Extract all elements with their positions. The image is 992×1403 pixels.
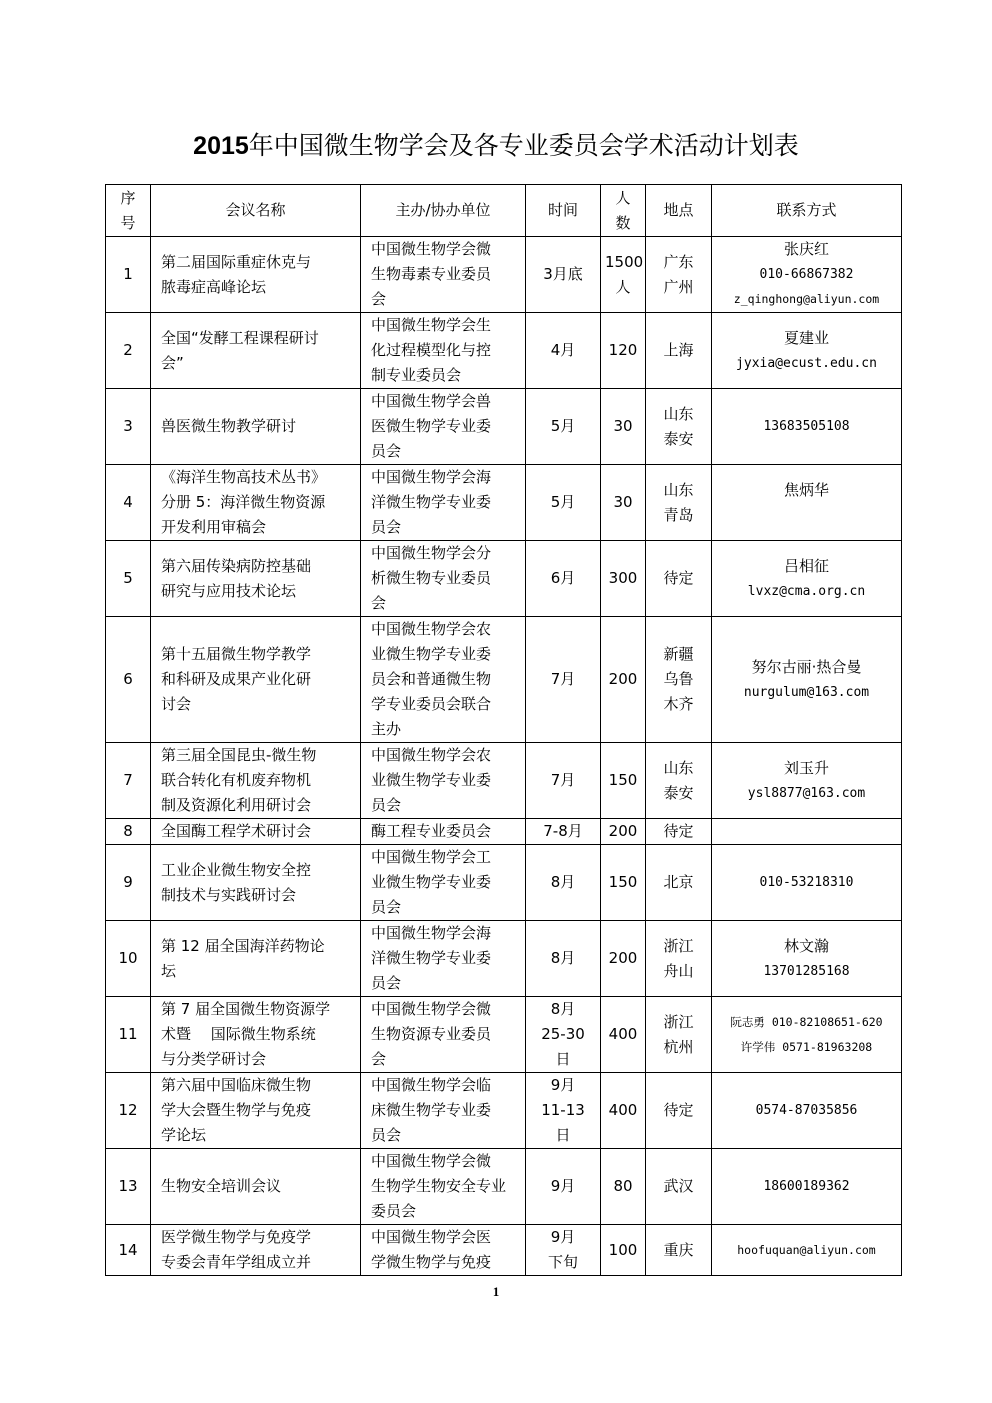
cell-people — [601, 237, 646, 313]
page-number: 1 — [492, 1284, 500, 1299]
cell-org-line: 洋微生物学专业委 — [371, 949, 492, 967]
cell-org-line: 析微生物专业委员 — [371, 569, 492, 587]
header-people: 人 数 — [601, 185, 646, 237]
cell-contact-line: jyxia@ecust.edu.cn — [736, 355, 877, 371]
cell-seq-line: 14 — [118, 1240, 138, 1259]
cell-org-line: 医微生物学专业委 — [371, 417, 492, 435]
cell-org-line: 中国微生物学会海 — [371, 924, 492, 942]
cell-place-line: 重庆 — [663, 1240, 694, 1259]
cell-org-line: 主办 — [371, 720, 402, 738]
cell-name-line: 医学微生物学与免疫学 — [161, 1228, 312, 1246]
cell-org-line: 酶工程专业委员会 — [371, 822, 492, 840]
cell-time-line: 9月 — [550, 1076, 576, 1094]
cell-people — [601, 921, 646, 997]
cell-org-line: 员会 — [371, 1126, 402, 1144]
cell-name-line: 制及资源化利用研讨会 — [161, 796, 312, 814]
cell-org-line: 员会 — [371, 898, 402, 916]
cell-time-line: 8月 — [550, 873, 576, 891]
table-row — [106, 313, 902, 389]
table-row — [106, 617, 902, 743]
cell-contact-line: 夏建业 — [783, 328, 829, 347]
cell-time-line: 11-13 — [541, 1101, 585, 1119]
cell-people-line: 80 — [613, 1177, 633, 1195]
cell-contact-line: hoofuquan@aliyun.com — [737, 1242, 876, 1257]
table-row — [106, 237, 902, 313]
cell-contact-line: lvxz@cma.org.cn — [747, 583, 866, 599]
cell-contact — [712, 743, 902, 819]
cell-place — [646, 617, 712, 743]
cell-name-line: 联合转化有机废弃物机 — [161, 771, 312, 789]
cell-name-line: 脓毒症高峰论坛 — [161, 277, 267, 296]
cell-contact-line: 许学伟 0571-81963208 — [740, 1039, 873, 1054]
table-row — [106, 845, 902, 921]
cell-time — [526, 541, 601, 617]
cell-time-line: 日 — [555, 1050, 571, 1068]
table-row — [106, 743, 902, 819]
cell-place-line: 浙江 — [663, 1012, 694, 1031]
cell-org-line: 业微生物学专业委 — [371, 771, 492, 789]
cell-name-line: 开发利用审稿会 — [161, 518, 267, 536]
header-name: 会议名称 — [151, 185, 361, 237]
cell-org — [361, 617, 526, 743]
cell-contact-line: ysl8877@163.com — [747, 785, 866, 801]
cell-time-line: 7月 — [550, 670, 576, 688]
cell-org-line: 委员会 — [371, 1202, 417, 1220]
cell-seq-line: 10 — [118, 949, 138, 967]
cell-place-line: 北京 — [663, 873, 694, 891]
cell-time-line: 日 — [555, 1126, 571, 1144]
table-row — [106, 465, 902, 541]
cell-org — [361, 541, 526, 617]
cell-name — [151, 1149, 361, 1225]
cell-time-line: 25-30 — [541, 1025, 585, 1043]
cell-place-line: 待定 — [663, 569, 694, 587]
cell-people — [601, 845, 646, 921]
cell-contact-line: 0574-87035856 — [755, 1103, 858, 1118]
cell-time-line: 3月底 — [543, 265, 583, 283]
cell-place-line: 山东 — [663, 480, 694, 499]
cell-place — [646, 541, 712, 617]
cell-name — [151, 237, 361, 313]
cell-org-line: 员会 — [371, 974, 402, 992]
cell-org-line: 中国微生物学会微 — [371, 1152, 492, 1170]
cell-contact — [712, 921, 902, 997]
cell-seq-line: 9 — [123, 873, 133, 891]
cell-seq — [106, 743, 151, 819]
cell-time — [526, 313, 601, 389]
header-org: 主办/协办单位 — [361, 185, 526, 237]
cell-time-line: 9月 — [550, 1177, 576, 1195]
table-header-row — [106, 185, 902, 237]
cell-contact-line: 努尔古丽·热合曼 — [751, 657, 862, 676]
cell-place — [646, 997, 712, 1073]
cell-name-line: 分册 5：海洋微生物资源 — [161, 493, 326, 511]
page-title: 2015年中国微生物学会及各专业委员会学术活动计划表 — [193, 131, 799, 160]
table-row — [106, 389, 902, 465]
cell-people-line: 400 — [608, 1025, 638, 1043]
cell-place-line: 木齐 — [663, 695, 694, 713]
cell-org — [361, 465, 526, 541]
cell-seq-line: 1 — [123, 265, 133, 283]
cell-time — [526, 921, 601, 997]
cell-contact-line: 阮志勇 010-82108651-620 — [730, 1014, 883, 1029]
cell-place-line: 新疆 — [663, 645, 694, 663]
cell-people-line: 1500 — [605, 252, 644, 271]
cell-seq — [106, 1149, 151, 1225]
cell-contact — [712, 541, 902, 617]
cell-seq-line: 2 — [123, 341, 133, 359]
cell-org — [361, 1225, 526, 1276]
cell-place-line: 山东 — [663, 404, 694, 423]
cell-place-line: 青岛 — [663, 505, 694, 524]
cell-org-line: 中国微生物学会分 — [371, 544, 492, 562]
cell-contact — [712, 1225, 902, 1276]
cell-place-line: 泰安 — [663, 429, 694, 448]
cell-place — [646, 921, 712, 997]
table-row — [106, 1225, 902, 1276]
cell-time — [526, 743, 601, 819]
cell-seq-line: 4 — [123, 493, 133, 511]
cell-name-line: 兽医微生物教学研讨 — [161, 417, 297, 435]
cell-name — [151, 921, 361, 997]
cell-name-line: 全国酶工程学术研讨会 — [161, 822, 312, 840]
cell-time — [526, 465, 601, 541]
cell-org — [361, 743, 526, 819]
cell-contact — [712, 997, 902, 1073]
cell-org-line: 会 — [371, 290, 387, 308]
cell-place-line: 浙江 — [663, 936, 694, 955]
cell-time-line: 6月 — [550, 569, 576, 587]
cell-org-line: 生物学生物安全专业 — [371, 1177, 507, 1195]
cell-name — [151, 819, 361, 845]
cell-org-line: 化过程模型化与控 — [371, 341, 492, 359]
cell-place-line: 待定 — [663, 822, 694, 840]
cell-people — [601, 1225, 646, 1276]
cell-contact — [712, 1073, 902, 1149]
cell-place-line: 山东 — [663, 758, 694, 777]
cell-name-line: 坛 — [161, 961, 177, 980]
cell-time-line: 5月 — [550, 493, 576, 511]
cell-org-line: 中国微生物学会工 — [371, 848, 492, 866]
cell-name-line: 专委会青年学组成立并 — [161, 1253, 312, 1271]
cell-place — [646, 237, 712, 313]
cell-org-line: 员会和普通微生物 — [371, 670, 492, 688]
table-row — [106, 1073, 902, 1149]
cell-place-line: 舟山 — [663, 961, 694, 980]
header-place: 地点 — [646, 185, 712, 237]
cell-people — [601, 465, 646, 541]
header-time: 时间 — [526, 185, 601, 237]
cell-org — [361, 1149, 526, 1225]
cell-place — [646, 743, 712, 819]
cell-people — [601, 743, 646, 819]
cell-contact-line: 张庆红 — [783, 240, 829, 258]
cell-contact-line: 010-53218310 — [759, 875, 854, 890]
cell-seq — [106, 237, 151, 313]
cell-time — [526, 1225, 601, 1276]
cell-people-line: 150 — [608, 873, 638, 891]
cell-seq-line: 6 — [123, 670, 133, 688]
cell-org-line: 中国微生物学会兽 — [371, 392, 492, 410]
cell-name-line: 制技术与实践研讨会 — [161, 885, 297, 904]
cell-seq — [106, 313, 151, 389]
cell-org — [361, 1073, 526, 1149]
cell-org-line: 员会 — [371, 442, 402, 460]
cell-name-line: 全国“发酵工程课程研讨 — [161, 328, 319, 347]
cell-org-line: 员会 — [371, 796, 402, 814]
cell-name — [151, 389, 361, 465]
cell-contact-line: 林文瀚 — [783, 936, 829, 955]
cell-contact — [712, 465, 902, 541]
cell-time-line: 5月 — [550, 417, 576, 435]
cell-time — [526, 617, 601, 743]
cell-org-line: 学微生物学与免疫 — [371, 1253, 492, 1271]
cell-contact — [712, 313, 902, 389]
cell-contact-line: 焦炳华 — [783, 480, 829, 499]
cell-people-line: 150 — [608, 771, 638, 789]
cell-contact-line — [716, 819, 897, 844]
cell-org-line: 业微生物学专业委 — [371, 645, 492, 663]
cell-name-line: 第 7 届全国微生物资源学 — [161, 1000, 331, 1018]
cell-seq — [106, 617, 151, 743]
cell-seq — [106, 845, 151, 921]
cell-org-line: 中国微生物学会医 — [371, 1228, 492, 1246]
cell-seq-line: 7 — [123, 771, 133, 789]
cell-org-line: 中国微生物学会微 — [371, 1000, 492, 1018]
cell-people — [601, 541, 646, 617]
cell-seq — [106, 921, 151, 997]
cell-org — [361, 819, 526, 845]
cell-place — [646, 389, 712, 465]
cell-place-line: 杭州 — [663, 1037, 694, 1056]
cell-time — [526, 997, 601, 1073]
cell-contact — [712, 617, 902, 743]
cell-contact — [712, 845, 902, 921]
table-row — [106, 819, 902, 845]
cell-seq — [106, 465, 151, 541]
activity-plan-table — [105, 184, 902, 1276]
cell-name-line: 术暨 国际微生物系统 — [161, 1025, 316, 1043]
cell-name — [151, 617, 361, 743]
cell-time-line: 8月 — [550, 949, 576, 967]
cell-seq-line: 11 — [118, 1025, 138, 1043]
cell-people — [601, 1149, 646, 1225]
cell-contact-line: nurgulum@163.com — [743, 684, 870, 700]
cell-name — [151, 1225, 361, 1276]
cell-time — [526, 1149, 601, 1225]
cell-time — [526, 845, 601, 921]
cell-seq-line: 3 — [123, 417, 133, 435]
cell-place — [646, 845, 712, 921]
cell-name-line: 第 12 届全国海洋药物论 — [161, 936, 325, 955]
cell-contact-line — [716, 503, 897, 528]
cell-place-line: 泰安 — [663, 783, 694, 802]
cell-org-line: 床微生物学专业委 — [371, 1101, 492, 1119]
cell-people — [601, 389, 646, 465]
cell-place-line: 广州 — [663, 277, 694, 296]
cell-people-line: 120 — [608, 341, 638, 359]
cell-org-line: 中国微生物学会临 — [371, 1076, 492, 1094]
cell-org-line: 中国微生物学会生 — [371, 316, 492, 334]
header-contact: 联系方式 — [712, 185, 902, 237]
cell-contact-line: 18600189362 — [763, 1179, 850, 1194]
cell-name — [151, 465, 361, 541]
cell-people-line: 100 — [608, 1240, 638, 1259]
cell-contact-line: 13683505108 — [763, 419, 850, 434]
cell-name-line: 学大会暨生物学与免疫 — [161, 1101, 312, 1119]
cell-name — [151, 1073, 361, 1149]
cell-place — [646, 1225, 712, 1276]
cell-time-line: 7月 — [550, 771, 576, 789]
cell-time-line: 4月 — [550, 341, 576, 359]
cell-people-line: 200 — [608, 822, 638, 840]
cell-place — [646, 1149, 712, 1225]
cell-org — [361, 997, 526, 1073]
cell-seq-line: 12 — [118, 1101, 138, 1119]
cell-time-line: 8月 — [550, 1000, 576, 1018]
cell-name — [151, 845, 361, 921]
cell-org-line: 会 — [371, 594, 387, 612]
cell-seq-line: 5 — [123, 569, 133, 587]
cell-org-line: 中国微生物学会微 — [371, 240, 492, 258]
cell-org-line: 中国微生物学会农 — [371, 620, 492, 638]
cell-org-line: 制专业委员会 — [371, 366, 462, 384]
cell-seq — [106, 997, 151, 1073]
cell-name-line: 第二届国际重症休克与 — [161, 252, 312, 271]
cell-name-line: 会” — [161, 353, 184, 372]
cell-contact — [712, 819, 902, 845]
cell-org-line: 员会 — [371, 518, 402, 536]
cell-seq — [106, 819, 151, 845]
cell-people-line: 人 — [615, 277, 631, 296]
cell-name-line: 学论坛 — [161, 1126, 207, 1144]
table-row — [106, 1149, 902, 1225]
cell-seq — [106, 1073, 151, 1149]
cell-name-line: 《海洋生物高技术丛书》 — [161, 468, 327, 486]
cell-name — [151, 743, 361, 819]
cell-people — [601, 997, 646, 1073]
cell-org — [361, 313, 526, 389]
cell-seq — [106, 389, 151, 465]
cell-people — [601, 1073, 646, 1149]
cell-seq — [106, 541, 151, 617]
cell-seq-line: 8 — [123, 822, 133, 840]
cell-seq-line: 13 — [118, 1177, 138, 1195]
cell-name — [151, 541, 361, 617]
cell-place-line: 待定 — [663, 1101, 694, 1119]
cell-name-line: 和科研及成果产业化研 — [161, 670, 312, 688]
table-row — [106, 921, 902, 997]
cell-contact-line: 010-66867382 — [759, 267, 854, 282]
cell-org — [361, 921, 526, 997]
cell-name-line: 工业企业微生物安全控 — [161, 860, 312, 879]
cell-name-line: 生物安全培训会议 — [161, 1177, 282, 1195]
cell-contact — [712, 389, 902, 465]
table-row — [106, 997, 902, 1073]
cell-org — [361, 237, 526, 313]
cell-name — [151, 997, 361, 1073]
cell-place — [646, 819, 712, 845]
table-row — [106, 541, 902, 617]
cell-contact-line: 13701285168 — [763, 963, 850, 979]
cell-contact — [712, 237, 902, 313]
cell-people-line: 30 — [613, 493, 633, 511]
cell-place-line: 武汉 — [663, 1177, 694, 1195]
cell-name-line: 与分类学研讨会 — [161, 1050, 267, 1068]
cell-time-line: 下旬 — [547, 1253, 578, 1271]
cell-org-line: 中国微生物学会农 — [371, 746, 492, 764]
cell-contact — [712, 1149, 902, 1225]
cell-people-line: 400 — [608, 1101, 638, 1119]
cell-people-line: 300 — [608, 569, 638, 587]
cell-org-line: 生物资源专业委员 — [371, 1025, 492, 1043]
cell-people-line: 30 — [613, 417, 633, 435]
cell-people-line: 200 — [608, 670, 638, 688]
cell-org-line: 会 — [371, 1050, 387, 1068]
cell-contact-line: 吕相征 — [783, 556, 829, 575]
cell-time-line: 9月 — [550, 1228, 576, 1246]
cell-name-line: 第十五届微生物学教学 — [161, 645, 312, 663]
cell-name-line: 讨会 — [161, 695, 192, 713]
cell-name-line: 研究与应用技术论坛 — [161, 581, 297, 600]
cell-place — [646, 1073, 712, 1149]
cell-people — [601, 313, 646, 389]
cell-place-line: 广东 — [663, 252, 694, 271]
cell-place-line: 乌鲁 — [663, 670, 694, 688]
cell-time — [526, 1073, 601, 1149]
cell-place — [646, 465, 712, 541]
cell-org-line: 学专业委员会联合 — [371, 695, 492, 713]
cell-name-line: 第三届全国昆虫-微生物 — [161, 746, 317, 764]
cell-name-line: 第六届传染病防控基础 — [161, 556, 312, 575]
cell-org-line: 洋微生物学专业委 — [371, 493, 492, 511]
cell-name-line: 第六届中国临床微生物 — [161, 1076, 312, 1094]
cell-contact-line: z_qinghong@aliyun.com — [733, 292, 880, 306]
cell-time — [526, 237, 601, 313]
cell-place-line: 上海 — [663, 341, 694, 359]
cell-place — [646, 313, 712, 389]
cell-seq — [106, 1225, 151, 1276]
cell-name — [151, 313, 361, 389]
cell-org-line: 中国微生物学会海 — [371, 468, 492, 486]
cell-time — [526, 389, 601, 465]
cell-org — [361, 845, 526, 921]
cell-people — [601, 819, 646, 845]
cell-org-line: 生物毒素专业委员 — [371, 265, 492, 283]
cell-org — [361, 389, 526, 465]
cell-time-line: 7-8月 — [543, 822, 583, 840]
cell-people — [601, 617, 646, 743]
cell-org-line: 业微生物学专业委 — [371, 873, 492, 891]
cell-time — [526, 819, 601, 845]
cell-contact-line: 刘玉升 — [783, 758, 829, 777]
header-seq: 序 号 — [106, 185, 151, 237]
cell-people-line: 200 — [608, 949, 638, 967]
